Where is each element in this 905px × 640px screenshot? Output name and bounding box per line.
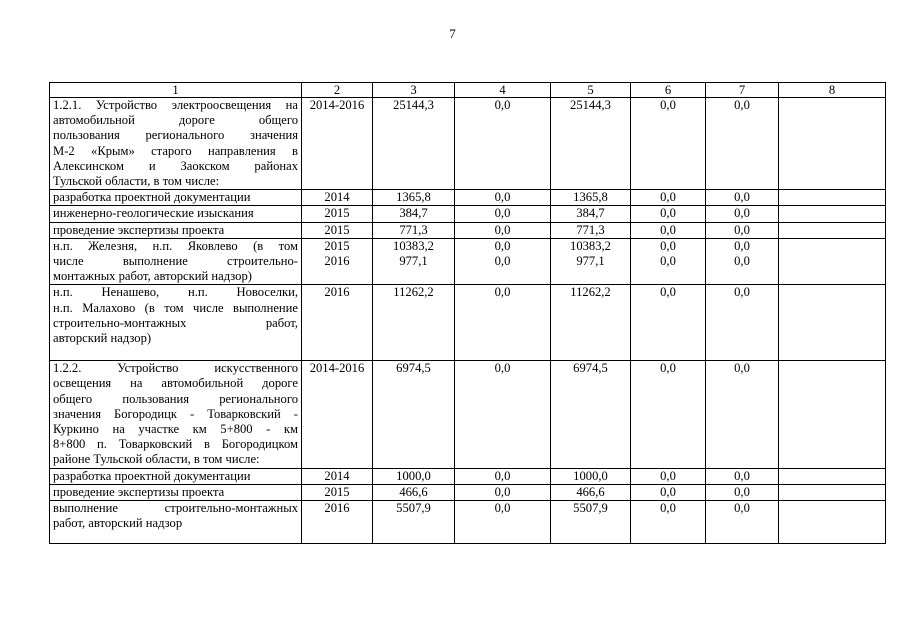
federal-cell	[455, 484, 551, 500]
year-cell-value: 2014	[324, 190, 350, 205]
description-line: проведение экспертизы проекта	[53, 484, 225, 499]
other-cell-value: 0,0	[734, 285, 750, 300]
total-cell-value: 25144,3	[393, 98, 434, 112]
federal-cell-value: 0,0	[494, 206, 511, 221]
row-description	[50, 285, 302, 361]
year-cell	[302, 206, 373, 222]
description-line: н.п. Малахово (в том числе выполнение	[53, 300, 298, 315]
column-header: 2	[302, 83, 373, 98]
year-cell-value: 2015	[324, 206, 350, 221]
description-line: автомобильной дороге общего	[53, 113, 298, 128]
other-cell-value: 0,0	[734, 190, 750, 205]
municipal-cell	[631, 238, 706, 285]
table-row	[50, 501, 886, 544]
year-cell-value: 2015	[324, 484, 350, 499]
federal-cell-value: 0,0	[494, 190, 511, 205]
other-cell	[706, 361, 779, 468]
municipal-cell-value: 0,0	[660, 361, 676, 376]
municipal-cell	[631, 190, 706, 206]
row-description	[50, 98, 302, 190]
total-cell-value: 5507,9	[396, 501, 431, 516]
year-cell	[302, 190, 373, 206]
description-line: выполнение строительно-монтажных	[53, 501, 298, 516]
table-row	[50, 361, 886, 468]
row-description	[50, 501, 302, 544]
other-cell-value: 0,0	[734, 501, 750, 516]
note-cell	[779, 468, 886, 484]
total-cell	[373, 484, 455, 500]
column-header: 6	[631, 83, 706, 98]
federal-cell-value: 0,0	[494, 484, 511, 499]
column-header: 4	[455, 83, 551, 98]
federal-cell	[455, 222, 551, 238]
year-cell-value: 2016	[324, 285, 350, 300]
description-line: 1.2.1. Устройство электроосвещения на	[53, 98, 298, 112]
total-cell	[373, 190, 455, 206]
federal-cell	[455, 238, 551, 285]
description-line: числе выполнение строительно-	[53, 254, 298, 269]
municipal-cell	[631, 361, 706, 468]
year-cell-value: 2014	[324, 468, 350, 483]
municipal-cell-value: 0,0	[660, 285, 676, 300]
regional-cell	[551, 98, 631, 190]
description-line: пользования регионального значения	[53, 128, 298, 143]
federal-cell-value: 0,0	[494, 501, 511, 516]
federal-cell	[455, 501, 551, 544]
description-line: авторский надзор)	[53, 331, 152, 346]
budget-table	[49, 82, 886, 544]
description-line: монтажных работ, авторский надзор)	[53, 269, 252, 284]
note-cell	[779, 222, 886, 238]
description-line: работ, авторский надзор	[53, 516, 183, 531]
description-line: н.п. Ненашево, н.п. Новоселки,	[53, 285, 298, 300]
description-line: разработка проектной документации	[53, 468, 251, 483]
note-cell	[779, 98, 886, 190]
year-cell	[302, 238, 373, 285]
regional-cell-value: 384,7	[576, 206, 605, 221]
description-line: инженерно-геологические изыскания	[53, 206, 254, 221]
note-cell	[779, 238, 886, 285]
municipal-cell	[631, 98, 706, 190]
regional-cell-value: 10383,2	[570, 238, 611, 253]
table-row	[50, 222, 886, 238]
table-row	[50, 285, 886, 361]
note-cell	[779, 285, 886, 361]
regional-cell-value: 11262,2	[570, 285, 611, 300]
description-line: строительно-монтажных работ,	[53, 315, 298, 330]
note-cell	[779, 361, 886, 468]
federal-cell-value: 0,0	[494, 238, 511, 253]
description-line: общего пользования регионального	[53, 391, 298, 406]
note-cell	[779, 190, 886, 206]
description-line: Куркино на участке км 5+800 - км	[53, 422, 298, 437]
municipal-cell	[631, 206, 706, 222]
description-line: Тульской области, в том числе:	[53, 174, 220, 189]
total-cell-value: 384,7	[399, 206, 428, 221]
regional-cell	[551, 206, 631, 222]
description-line: 8+800 п. Товарковский в Богородицком	[53, 437, 298, 452]
note-cell	[779, 206, 886, 222]
municipal-cell	[631, 484, 706, 500]
other-cell-value: 0,0	[734, 98, 750, 112]
municipal-cell-value: 0,0	[660, 468, 676, 483]
federal-cell-value: 0,0	[494, 222, 511, 237]
municipal-cell	[631, 468, 706, 484]
note-cell	[779, 484, 886, 500]
federal-cell	[455, 361, 551, 468]
municipal-cell	[631, 501, 706, 544]
table-row	[50, 238, 886, 285]
row-description	[50, 206, 302, 222]
total-cell	[373, 361, 455, 468]
other-cell-value: 0,0	[734, 222, 750, 237]
municipal-cell-value: 0,0	[660, 254, 676, 269]
column-header: 1	[50, 83, 302, 98]
year-cell	[302, 285, 373, 361]
year-cell-value: 2015	[324, 222, 350, 237]
regional-cell	[551, 484, 631, 500]
federal-cell-value: 0,0	[494, 361, 511, 376]
other-cell	[706, 190, 779, 206]
table-row	[50, 206, 886, 222]
other-cell-value: 0,0	[734, 361, 750, 376]
regional-cell	[551, 501, 631, 544]
year-cell	[302, 222, 373, 238]
municipal-cell-value: 0,0	[660, 206, 676, 221]
description-line: районе Тульской области, в том числе:	[53, 452, 260, 467]
column-header: 5	[551, 83, 631, 98]
total-cell	[373, 206, 455, 222]
other-cell-value: 0,0	[734, 206, 750, 221]
other-cell	[706, 222, 779, 238]
regional-cell-value: 466,6	[576, 484, 605, 499]
total-cell	[373, 468, 455, 484]
total-cell-value: 771,3	[399, 222, 428, 237]
municipal-cell-value: 0,0	[660, 501, 676, 516]
regional-cell-value: 25144,3	[570, 98, 611, 112]
year-cell-value: 2016	[324, 501, 350, 516]
page-number: 7	[449, 26, 456, 41]
federal-cell	[455, 285, 551, 361]
municipal-cell-value: 0,0	[660, 222, 676, 237]
regional-cell	[551, 190, 631, 206]
total-cell-value: 11262,2	[393, 285, 434, 300]
total-cell-value: 10383,2	[393, 238, 434, 253]
column-header: 7	[706, 83, 779, 98]
row-description	[50, 238, 302, 285]
federal-cell-value: 0,0	[494, 254, 511, 269]
other-cell	[706, 98, 779, 190]
table-row	[50, 484, 886, 500]
regional-cell	[551, 468, 631, 484]
municipal-cell-value: 0,0	[660, 190, 676, 205]
year-cell	[302, 98, 373, 190]
year-cell-value: 2015	[324, 238, 350, 253]
description-line: разработка проектной документации	[53, 190, 251, 205]
municipal-cell-value: 0,0	[660, 98, 676, 112]
other-cell-value: 0,0	[734, 484, 750, 499]
description-line: н.п. Железня, н.п. Яковлево (в том	[53, 238, 298, 253]
municipal-cell-value: 0,0	[660, 484, 676, 499]
regional-cell	[551, 285, 631, 361]
row-description	[50, 468, 302, 484]
federal-cell	[455, 206, 551, 222]
total-cell	[373, 285, 455, 361]
regional-cell-value: 5507,9	[573, 501, 608, 516]
regional-cell	[551, 238, 631, 285]
regional-cell-value: 6974,5	[573, 361, 608, 376]
regional-cell-value: 771,3	[576, 222, 605, 237]
total-cell-value: 977,1	[399, 254, 428, 269]
row-description	[50, 361, 302, 468]
row-description	[50, 484, 302, 500]
total-cell	[373, 501, 455, 544]
other-cell	[706, 238, 779, 285]
federal-cell	[455, 98, 551, 190]
federal-cell-value: 0,0	[494, 98, 511, 112]
regional-cell-value: 977,1	[576, 254, 605, 269]
municipal-cell-value: 0,0	[660, 238, 676, 253]
row-description	[50, 190, 302, 206]
federal-cell-value: 0,0	[494, 285, 511, 300]
other-cell	[706, 468, 779, 484]
year-cell	[302, 501, 373, 544]
other-cell	[706, 206, 779, 222]
table-row	[50, 98, 886, 190]
municipal-cell	[631, 285, 706, 361]
total-cell	[373, 238, 455, 285]
row-description	[50, 222, 302, 238]
municipal-cell	[631, 222, 706, 238]
year-cell-value: 2016	[324, 254, 350, 269]
other-cell-value: 0,0	[734, 238, 750, 253]
federal-cell-value: 0,0	[494, 468, 511, 483]
total-cell-value: 1365,8	[396, 190, 431, 205]
table-row	[50, 190, 886, 206]
description-line: освещения на автомобильной дороге	[53, 376, 298, 391]
other-cell-value: 0,0	[734, 468, 750, 483]
other-cell-value: 0,0	[734, 254, 750, 269]
other-cell	[706, 484, 779, 500]
column-header: 3	[373, 83, 455, 98]
year-cell-value: 2014-2016	[309, 361, 365, 376]
table-row	[50, 468, 886, 484]
total-cell-value: 466,6	[399, 484, 428, 499]
regional-cell	[551, 222, 631, 238]
description-line: Алексинском и Заокском районах	[53, 158, 298, 173]
other-cell	[706, 501, 779, 544]
other-cell	[706, 285, 779, 361]
year-cell	[302, 484, 373, 500]
year-cell	[302, 468, 373, 484]
total-cell-value: 1000,0	[396, 468, 431, 483]
description-line: значения Богородицк - Товарковский -	[53, 406, 298, 421]
year-cell	[302, 361, 373, 468]
regional-cell-value: 1365,8	[573, 190, 608, 205]
note-cell	[779, 501, 886, 544]
description-line: 1.2.2. Устройство искусственного	[53, 361, 298, 376]
total-cell	[373, 222, 455, 238]
header-row	[50, 83, 886, 98]
regional-cell	[551, 361, 631, 468]
column-header: 8	[779, 83, 886, 98]
federal-cell	[455, 190, 551, 206]
total-cell	[373, 98, 455, 190]
total-cell-value: 6974,5	[396, 361, 431, 376]
federal-cell	[455, 468, 551, 484]
regional-cell-value: 1000,0	[573, 468, 608, 483]
description-line: М-2 «Крым» старого направления в	[53, 143, 298, 158]
description-line: проведение экспертизы проекта	[53, 222, 225, 237]
year-cell-value: 2014-2016	[309, 98, 365, 112]
